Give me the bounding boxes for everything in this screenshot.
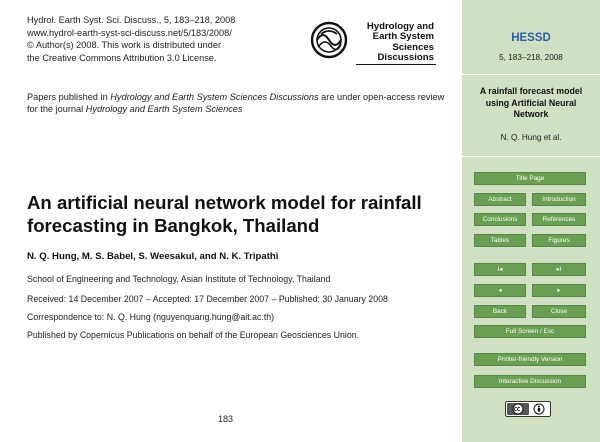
full-screen-button[interactable]: Full Screen / Esc: [474, 325, 586, 338]
title-page-button[interactable]: Title Page: [474, 172, 586, 185]
prev-page-button[interactable]: ◂: [474, 284, 526, 297]
conclusions-button[interactable]: Conclusions: [474, 213, 526, 226]
next-page-button[interactable]: ▸: [532, 284, 586, 297]
article-authors: N. Q. Hung, M. S. Babel, S. Weesakul, and N. K. Tripathi: [27, 251, 279, 262]
printer-friendly-button[interactable]: Printer-friendly Version: [474, 353, 586, 366]
review-note-part1: Papers published in: [27, 92, 111, 102]
article-title: An artificial neural network model for rainfall forecasting in Bangkok, Thailand: [27, 192, 422, 236]
review-note-part2: are under open-access review for the journal: [27, 92, 445, 115]
page-number: 183: [218, 414, 234, 424]
review-note-italic2: Hydrology and Earth System Sciences: [85, 104, 243, 115]
cc-logo-icon: [507, 403, 529, 415]
review-note: [27, 91, 447, 116]
logo-line-1: Hydrology and: [366, 21, 434, 32]
review-note-italic1: Hydrology and Earth System Sciences Discussions: [110, 92, 319, 102]
globe-logo-icon: [309, 20, 349, 60]
sidebar-citation: 5, 183–218, 2008: [499, 53, 563, 62]
logo-wordmark: [348, 22, 434, 64]
tables-button[interactable]: Tables: [474, 234, 526, 247]
abstract-button[interactable]: Abstract: [474, 193, 526, 206]
first-page-button[interactable]: I◂: [474, 263, 526, 276]
interactive-discussion-button[interactable]: Interactive Discussion: [474, 375, 586, 388]
logo-underline: [356, 64, 436, 65]
sidebar-divider: [462, 156, 600, 157]
article-dates: Received: 14 December 2007 – Accepted: 17 December 2007 – Published: 30 January 2008: [27, 294, 388, 304]
article-publisher: Published by Copernicus Publications on behalf of the European Geosciences Union.: [27, 330, 360, 340]
figures-button[interactable]: Figures: [532, 234, 586, 247]
journal-logo: [309, 18, 437, 68]
sidebar-journal: HESSD: [511, 32, 551, 44]
journal-line: Hydrol. Earth Syst. Sci. Discuss., 5, 183–218, 2008: [27, 15, 236, 25]
last-page-button[interactable]: ▸I: [532, 263, 586, 276]
logo-line-2: Earth System: [372, 31, 434, 43]
back-button[interactable]: Back: [474, 305, 526, 318]
copyright-line: © Author(s) 2008. This work is distributed under: [27, 40, 222, 51]
close-button[interactable]: Close: [532, 305, 586, 318]
references-button[interactable]: References: [532, 213, 586, 226]
creative-commons-badge[interactable]: [505, 401, 551, 417]
sidebar-author: N. Q. Hung et al.: [500, 133, 562, 142]
article-correspondence: Correspondence to: N. Q. Hung (nguyenquang.hung@ait.ac.th): [27, 312, 275, 322]
url-line[interactable]: www.hydrol-earth-syst-sci-discuss.net/5/183/2008/: [27, 27, 232, 38]
sidebar-divider: [462, 74, 600, 75]
logo-line-4: Discussions: [377, 52, 434, 64]
cc-circle-icon: [507, 403, 529, 415]
introduction-button[interactable]: Introduction: [532, 193, 586, 206]
attribution-person-icon: [532, 403, 546, 415]
license-line: the Creative Commons Attribution 3.0 License.: [27, 52, 217, 63]
article-affiliation: School of Engineering and Technology, Asian Institute of Technology, Thailand: [27, 274, 331, 284]
logo-line-3: Sciences: [392, 41, 434, 53]
sidebar-short-title: A rainfall forecast model using Artificial Neural Network: [479, 86, 583, 120]
header-citation: [27, 14, 235, 64]
